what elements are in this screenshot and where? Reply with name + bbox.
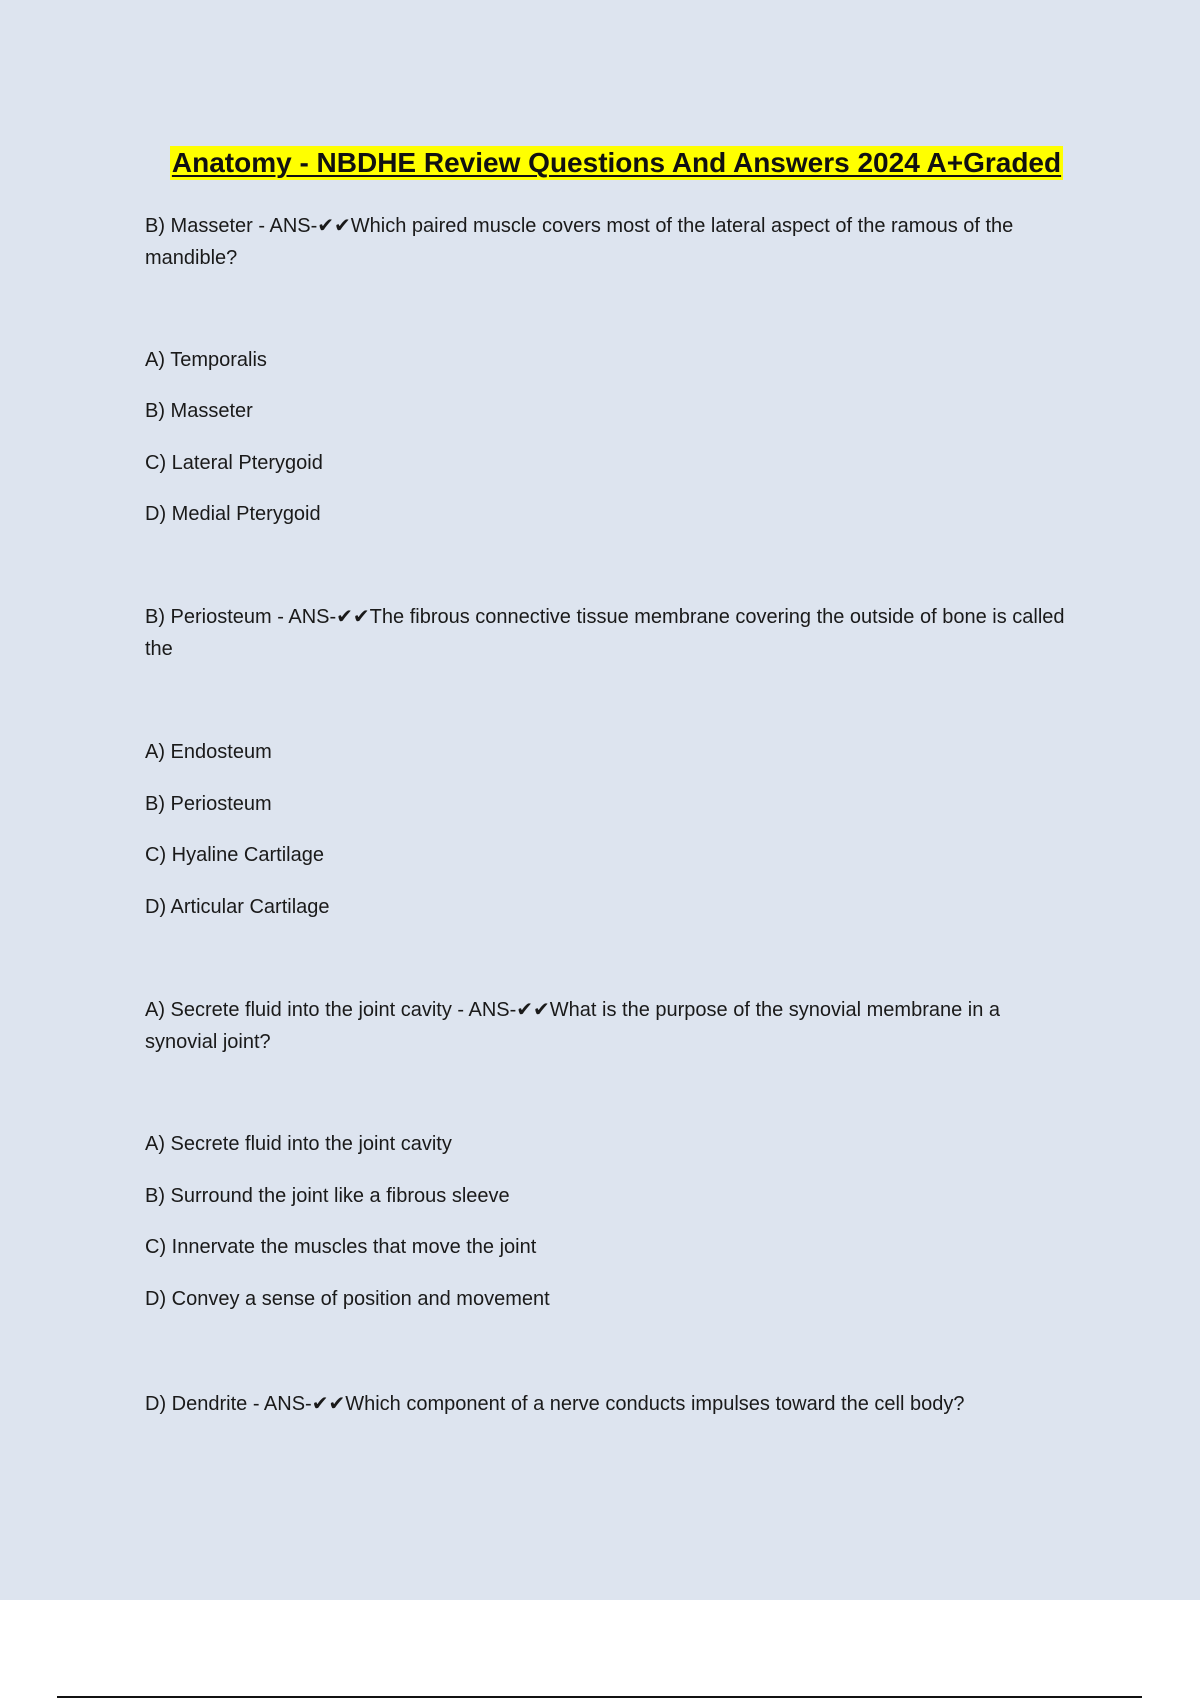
- q3-option-b: B) Surround the joint like a fibrous sleeve: [145, 1185, 510, 1207]
- q1-stem-line-1: B) Masseter - ANS-✔✔Which paired muscle covers most of the lateral aspect of the ramous of the: [145, 215, 1014, 237]
- q3-stem-line-1: A) Secrete fluid into the joint cavity - ANS-✔✔What is the purpose of the synovial membrane in a: [145, 999, 1001, 1021]
- q2-option-c: C) Hyaline Cartilage: [145, 844, 324, 866]
- q3-option-c: C) Innervate the muscles that move the joint: [145, 1236, 537, 1258]
- q1-option-c: C) Lateral Pterygoid: [145, 452, 323, 474]
- q2-option-a: A) Endosteum: [145, 741, 272, 763]
- q2-stem-line-2: the: [145, 638, 173, 660]
- q3-stem-line-2: synovial joint?: [145, 1031, 271, 1053]
- q2-option-d: D) Articular Cartilage: [145, 896, 330, 918]
- q3-option-a: A) Secrete fluid into the joint cavity: [145, 1133, 452, 1155]
- q1-option-b: B) Masseter: [145, 400, 253, 422]
- q4-stem-line-1: D) Dendrite - ANS-✔✔Which component of a nerve conducts impulses toward the cell body?: [145, 1393, 965, 1415]
- q1-option-d: D) Medial Pterygoid: [145, 503, 321, 525]
- footer-rule: [57, 1696, 1142, 1698]
- document-title: Anatomy - NBDHE Review Questions And Answers 2024 A+Graded: [171, 147, 1062, 178]
- q1-stem-line-2: mandible?: [145, 247, 238, 269]
- q2-stem-line-1: B) Periosteum - ANS-✔✔The fibrous connective tissue membrane covering the outside of bone is called: [145, 606, 1065, 628]
- title-container: [0, 146, 1200, 180]
- q2-option-b: B) Periosteum: [145, 793, 272, 815]
- q1-option-a: A) Temporalis: [145, 349, 267, 371]
- q3-option-d: D) Convey a sense of position and movement: [145, 1288, 550, 1310]
